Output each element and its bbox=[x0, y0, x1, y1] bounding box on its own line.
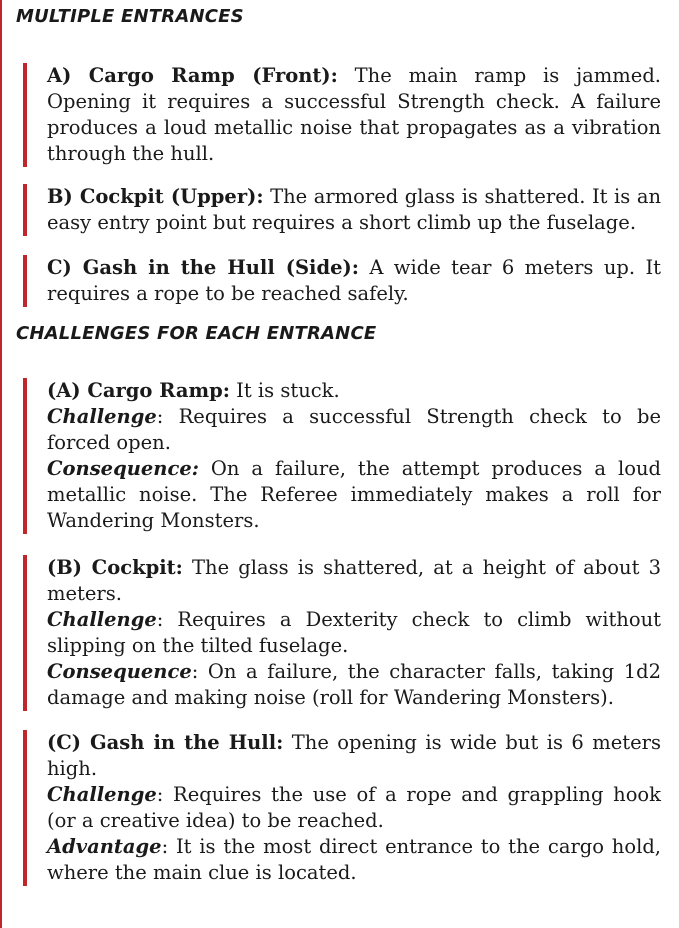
section-heading-multiple-entrances: MULTIPLE ENTRANCES bbox=[16, 6, 244, 27]
challenge-line-text: : Requires the use of a rope and grappling hook (or a creative idea) to be reached. bbox=[47, 783, 661, 832]
challenge-line-text: : Requires a Dexterity check to climb without slipping on the tilted fuselage. bbox=[47, 608, 661, 657]
challenge-title-text: The glass is shattered, at a height of about 3 meters. bbox=[47, 556, 661, 605]
challenge-line bbox=[47, 404, 661, 456]
entry-paragraph bbox=[47, 184, 661, 236]
challenge-line bbox=[47, 607, 661, 659]
entry-paragraph bbox=[47, 63, 661, 167]
entry-label: C) Gash in the Hull (Side): bbox=[47, 256, 359, 279]
section-heading-challenges: CHALLENGES FOR EACH ENTRANCE bbox=[16, 323, 377, 344]
consequence-line bbox=[47, 456, 661, 534]
consequence-line-text: : On a failure, the character falls, taking 1d2 damage and making noise (roll for Wandering Monsters). bbox=[47, 660, 661, 709]
challenge-title bbox=[47, 555, 661, 607]
challenge-line-label: Challenge bbox=[47, 405, 157, 428]
challenge-title-text: It is stuck. bbox=[229, 379, 340, 402]
entry-text: A wide tear 6 meters up. It requires a rope to be reached safely. bbox=[47, 256, 661, 305]
advantage-line-label: Advantage bbox=[47, 835, 162, 858]
challenge-line bbox=[47, 782, 661, 834]
entry-label: B) Cockpit (Upper): bbox=[47, 185, 264, 208]
challenge-title bbox=[47, 730, 661, 782]
challenge-title-label: (C) Gash in the Hull: bbox=[47, 731, 284, 754]
entrance-entry-cockpit bbox=[23, 184, 661, 236]
challenge-line-text: : Requires a successful Strength check to be forced open. bbox=[47, 405, 661, 454]
advantage-line-text: : It is the most direct entrance to the cargo hold, where the main clue is located. bbox=[47, 835, 661, 884]
advantage-line bbox=[47, 834, 661, 886]
entrance-entry-cargo-ramp bbox=[23, 63, 661, 167]
challenge-block-cockpit bbox=[23, 555, 661, 711]
entrance-entry-gash bbox=[23, 255, 661, 307]
entry-text: The armored glass is shattered. It is an easy entry point but requires a short climb up the fuselage. bbox=[47, 185, 662, 234]
consequence-line-label: Consequence: bbox=[47, 457, 199, 480]
challenge-line-label: Challenge bbox=[47, 783, 157, 806]
challenge-title-text: The opening is wide but is 6 meters high. bbox=[47, 731, 661, 780]
page-edge-rule bbox=[0, 0, 2, 928]
entry-paragraph bbox=[47, 255, 661, 307]
challenge-block-gash bbox=[23, 730, 661, 886]
consequence-line-label: Consequence bbox=[47, 660, 192, 683]
entry-label: A) Cargo Ramp (Front): bbox=[47, 64, 338, 87]
challenge-line-label: Challenge bbox=[47, 608, 157, 631]
challenge-title bbox=[47, 378, 661, 404]
entry-text: The main ramp is jammed. Opening it requires a successful Strength check. A failure produces a loud metallic noise that propagates as a vibration through the hull. bbox=[47, 64, 661, 165]
consequence-line-text: On a failure, the attempt produces a loud metallic noise. The Referee immediately makes a roll for Wandering Monsters. bbox=[47, 457, 661, 532]
challenge-block-cargo-ramp bbox=[23, 378, 661, 534]
challenge-title-label: (A) Cargo Ramp: bbox=[47, 379, 230, 402]
consequence-line bbox=[47, 659, 661, 711]
challenge-title-label: (B) Cockpit: bbox=[47, 556, 183, 579]
